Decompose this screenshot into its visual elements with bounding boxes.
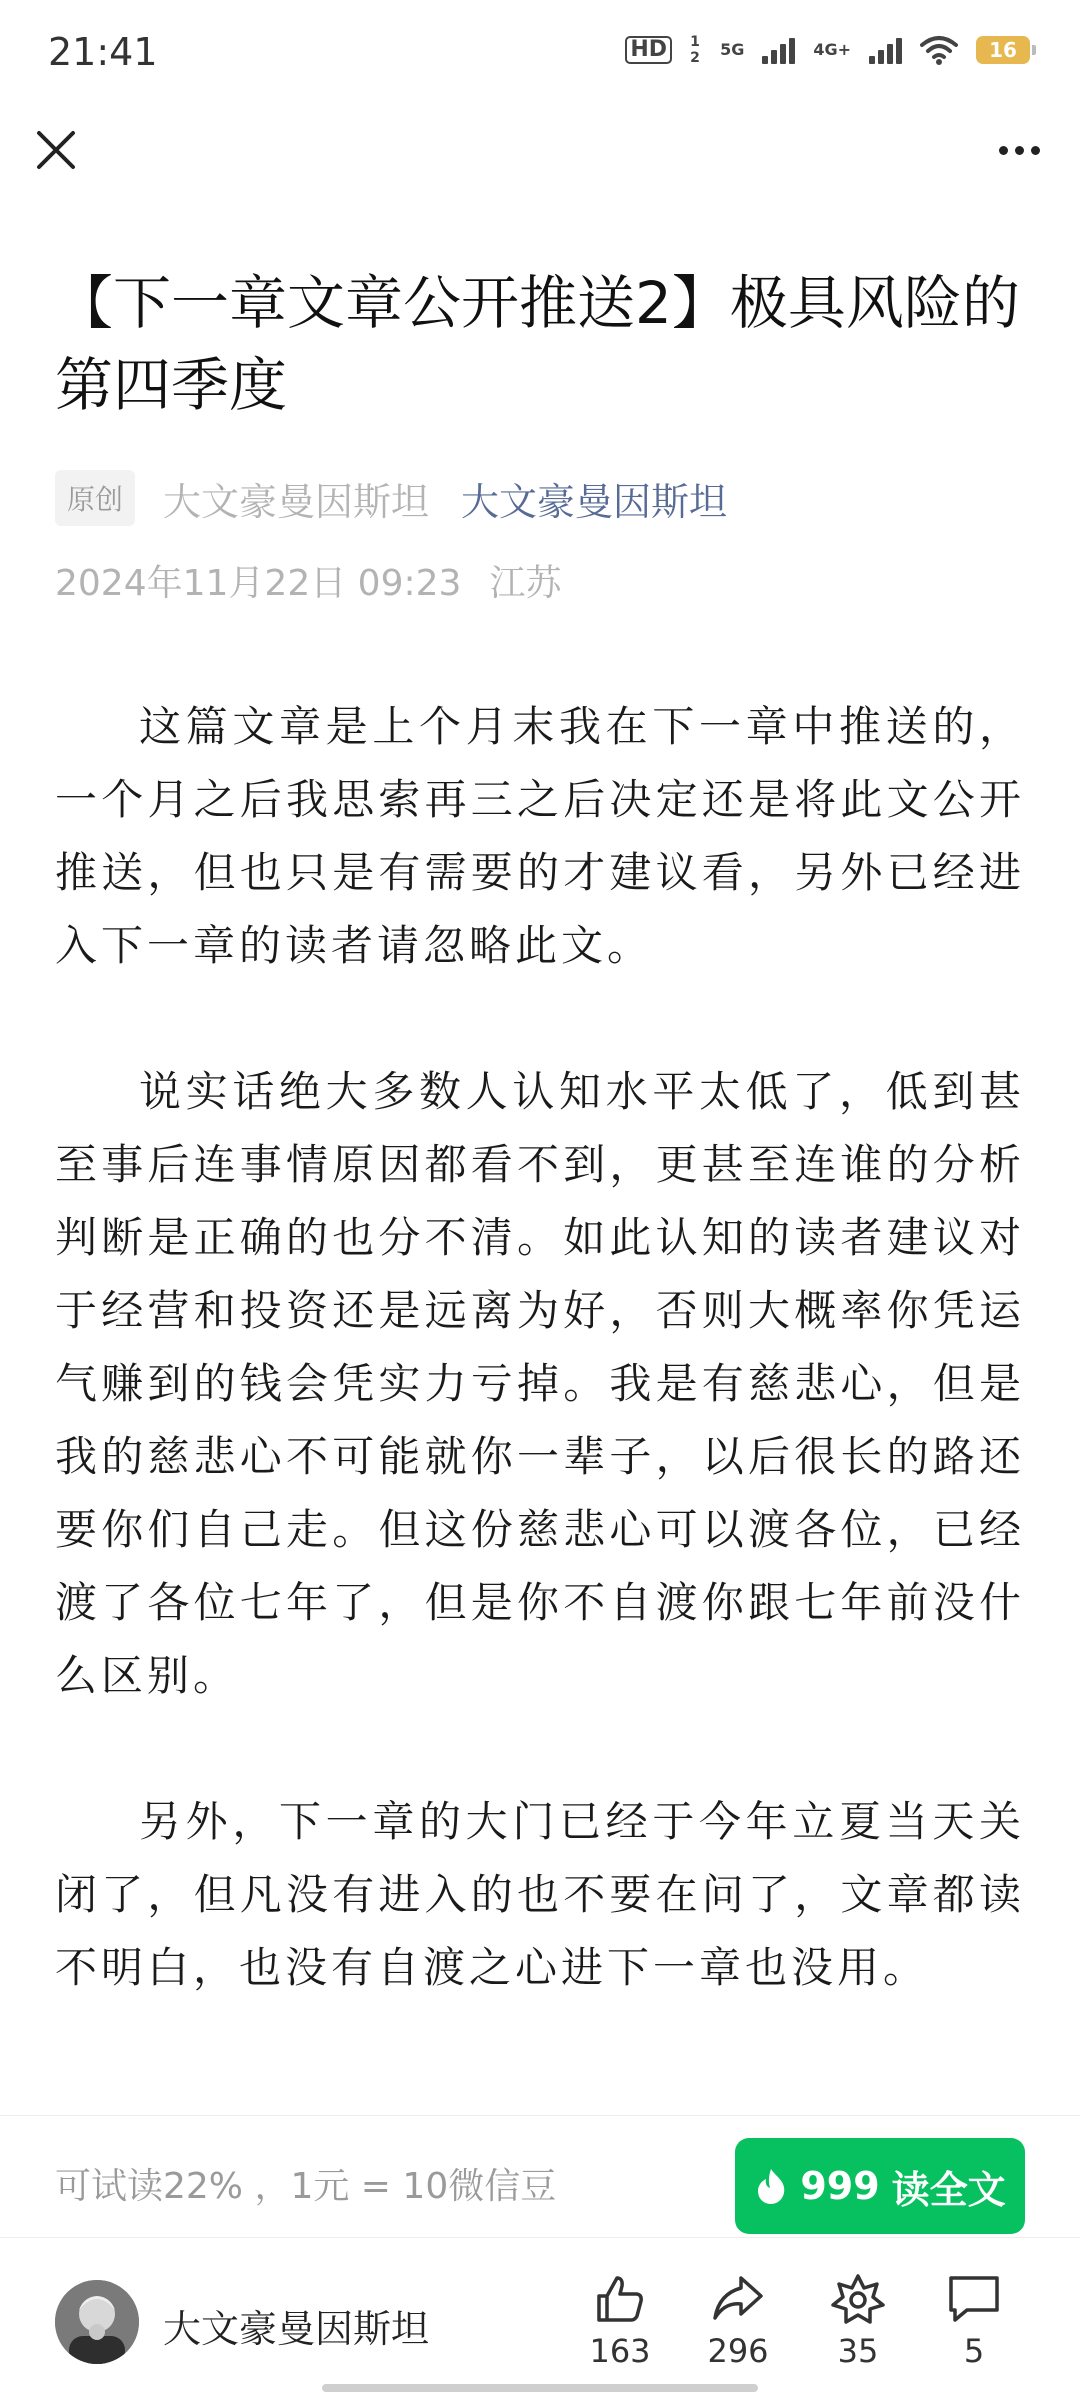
battery-icon: 16 [976,36,1030,64]
price: 999 [800,2164,880,2208]
flame-icon [754,2167,788,2205]
more-icon-dot [999,146,1008,155]
star-icon [831,2272,885,2326]
account-link[interactable]: 大文豪曼因斯坦 [461,479,728,524]
comment-button[interactable] [924,2272,1024,2370]
home-indicator[interactable] [322,2384,758,2392]
like-button[interactable] [570,2272,670,2370]
original-badge: 原创 [55,470,135,526]
favorite-count: 35 [837,2332,879,2370]
account-avatar[interactable] [55,2280,139,2364]
hd-icon: HD [625,36,672,64]
network-4g-label: 4G+ [813,40,851,59]
paragraph: 另外，下一章的大门已经于今年立夏当天关闭了，但凡没有进入的也不要在问了，文章都读不明白，也没有自渡之心进下一章也没用。 [55,1797,1025,1992]
more-button[interactable] [984,120,1054,180]
read-full-button[interactable] [735,2138,1025,2234]
trial-text: 可试读22% ，1元 = 10微信豆 [55,2166,557,2207]
author-name: 大文豪曼因斯坦 [163,479,430,524]
publish-info [55,555,561,606]
bottom-action-bar [0,2237,1080,2401]
more-icon-dot [1031,146,1040,155]
paragraph: 这篇文章是上个月末我在下一章中推送的，一个月之后我思索再三之后决定还是将此文公开推送，但也只是有需要的才建议看，另外已经进入下一章的读者请忽略此文。 [55,702,1025,970]
share-icon [711,2272,765,2326]
close-button[interactable] [26,120,86,180]
share-button[interactable] [688,2272,788,2370]
like-count: 163 [589,2332,651,2370]
thumbs-up-icon [593,2272,647,2326]
network-5g-label: 5G [720,40,745,59]
read-label: 读全文 [891,2167,1006,2212]
account-name[interactable]: 大文豪曼因斯坦 [163,2307,430,2351]
close-icon [35,129,77,171]
article-body [55,690,1025,2077]
status-time: 21:41 [48,30,158,74]
publish-location: 江苏 [489,563,562,604]
top-nav [0,110,1080,190]
share-count: 296 [707,2332,769,2370]
comment-count: 5 [963,2332,985,2370]
wifi-icon [920,35,958,65]
paragraph: 说实话绝大多数人认知水平太低了，低到甚至事后连事情原因都看不到，更甚至连谁的分析判断是正确的也分不清。如此认知的读者建议对于经营和投资还是远离为好，否则大概率你凭运气赚到的钱会凭实力亏掉。我是有慈悲心，但是我的慈悲心不可能就你一辈子，以后很长的路还要你们自己走。但这份慈悲心可以渡各位，已经渡了各位七年了，但是你不自渡你跟七年前没什么区别。 [55,1067,1025,1700]
favorite-button[interactable] [808,2272,908,2370]
signal-icon [762,36,795,64]
status-icons [625,34,1030,66]
more-icon-dot [1015,146,1024,155]
paywall-bar [0,2115,1080,2238]
article-meta [55,470,727,526]
publish-date: 2024年11月22日 09:23 [55,563,462,604]
comment-icon [947,2272,1001,2326]
signal-icon-2 [869,36,902,64]
status-bar [0,0,1080,110]
article-title: 【下一章文章公开推送2】极具风险的第四季度 [55,269,1020,419]
avatar-image [55,2280,139,2364]
sim-slot-label: 1 2 [690,34,700,66]
